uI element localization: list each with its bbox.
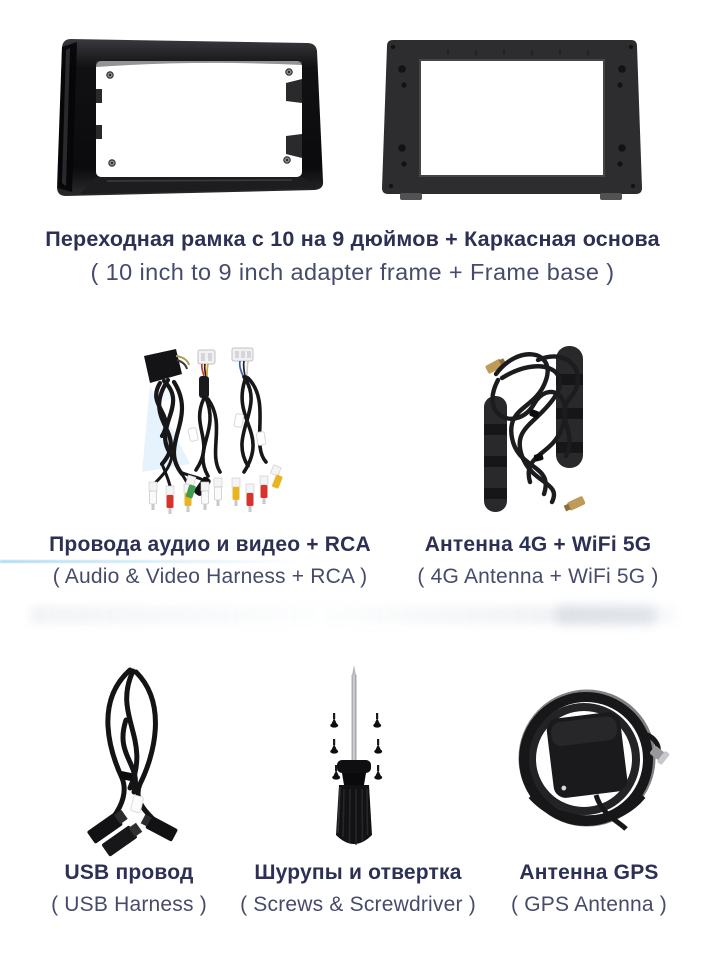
screws-title-ru: Шурупы и отвертка [254, 861, 462, 884]
gps-antenna-photo [506, 663, 674, 855]
rca-plug-white-3 [214, 478, 222, 506]
frames-caption [0, 226, 705, 285]
audio-video-harness-illustration [132, 336, 297, 521]
antenna-4g-photo [478, 336, 608, 524]
gps-puck [545, 711, 628, 799]
rca-plug-yellow-2 [232, 478, 240, 506]
mount-tab-bottom [286, 134, 302, 158]
rca-plug-white-2 [201, 482, 209, 510]
mount-tab-top [286, 79, 302, 103]
black-connector [144, 349, 182, 383]
cable-label [188, 427, 199, 441]
gps-caption [489, 860, 689, 918]
usb-title-en: ( USB Harness ) [51, 893, 207, 916]
usb-cable-loops [104, 670, 155, 828]
rca-plug-red-3 [260, 476, 268, 504]
antenna-4g-caption [405, 532, 671, 590]
rca-plug-yellow-3 [270, 465, 283, 489]
frames-title-en: ( 10 inch to 9 inch adapter frame + Frame base ) [90, 259, 615, 285]
harness-caption [15, 532, 405, 590]
cable-loops-middle [196, 398, 220, 476]
antenna-4g-title-ru: Антенна 4G + WiFi 5G [424, 533, 652, 556]
rca-plug-white [149, 482, 157, 510]
usb-caption [29, 860, 229, 918]
rca-plug-red-2 [246, 484, 254, 512]
usb-cable-photo [76, 660, 188, 858]
cable-loops-right [242, 377, 266, 472]
usb-plug-3 [140, 813, 178, 842]
gps-title-en: ( GPS Antenna ) [511, 893, 667, 916]
frames-title-ru: Переходная рамка с 10 на 9 дюймов + Каркасная основа [45, 227, 660, 251]
adapter-frame-illustration [45, 30, 332, 204]
usb-title-ru: USB провод [64, 861, 194, 884]
rca-plug-red [166, 486, 174, 514]
sma-connector-bottom [563, 496, 586, 513]
gps-title-ru: Антенна GPS [519, 861, 659, 884]
frame-base-photo [376, 36, 648, 202]
faded-watermark-blob [556, 605, 656, 625]
gps-antenna-illustration [506, 663, 674, 855]
screws-screwdriver-photo [315, 663, 403, 855]
usb-cable-illustration [76, 660, 188, 858]
cable-tag [130, 795, 144, 813]
screws-screwdriver-illustration [315, 663, 403, 855]
harness-title-ru: Провода аудио и видео + RCA [49, 533, 371, 556]
adapter-frame-photo [45, 30, 332, 204]
harness-title-en: ( Audio & Video Harness + RCA ) [52, 565, 368, 588]
screwdriver-shaft [352, 675, 357, 761]
foot-left [400, 193, 422, 200]
antenna-4g-illustration [478, 336, 608, 524]
cable-tie [533, 453, 544, 462]
audio-video-harness-photo [132, 336, 297, 521]
foot-right [600, 193, 622, 200]
white-connector-1 [198, 350, 215, 364]
frame-base-illustration [376, 36, 648, 202]
antenna-4g-title-en: ( 4G Antenna + WiFi 5G ) [417, 565, 659, 588]
screws-title-en: ( Screws & Screwdriver ) [240, 893, 476, 916]
screwdriver-handle [336, 760, 372, 845]
screws-caption [238, 860, 478, 918]
